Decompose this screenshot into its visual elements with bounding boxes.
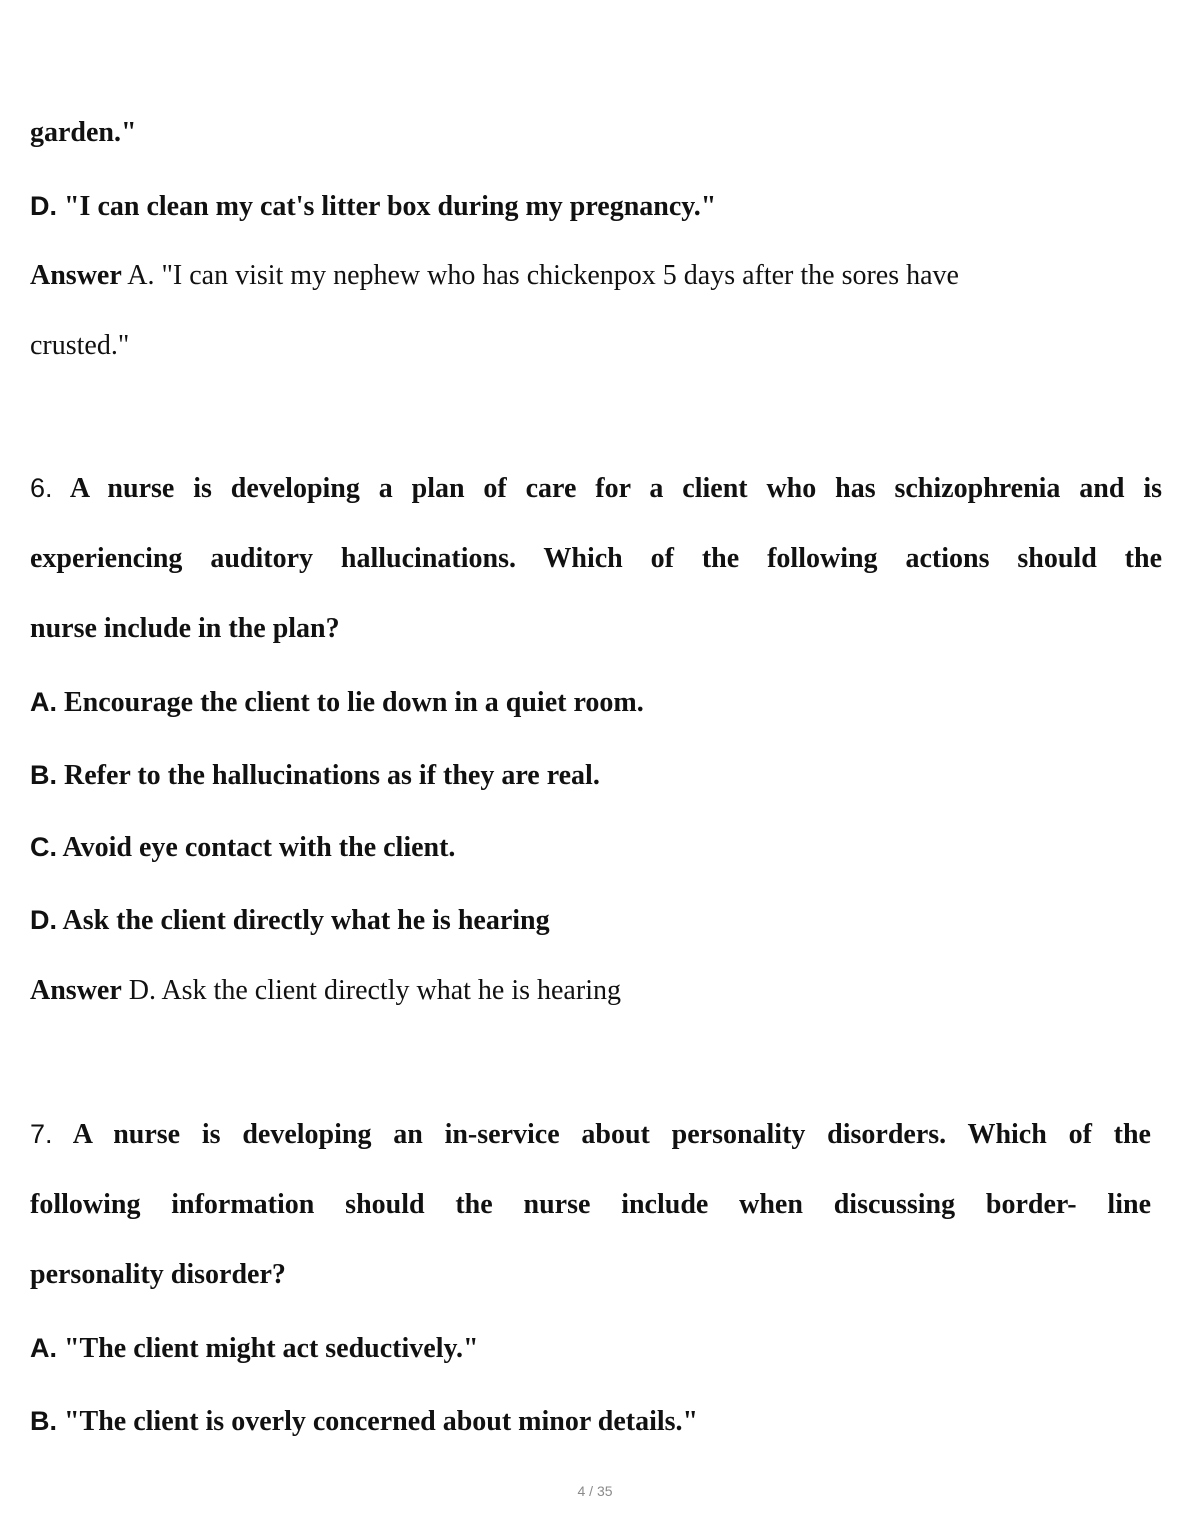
option-text: Avoid eye contact with the client.	[62, 832, 456, 863]
option-text: "I can clean my cat's litter box during my pregnancy."	[64, 191, 717, 222]
question-6-answer	[30, 973, 1162, 1009]
answer-label: Answer	[30, 975, 122, 1006]
option-letter: C.	[30, 832, 57, 862]
question-6-option-d	[30, 902, 1162, 939]
question-6-option-c	[30, 829, 1162, 866]
question-6-line-1	[30, 470, 1162, 507]
option-text: "The client is overly concerned about minor details."	[64, 1406, 699, 1437]
question-text: A nurse is developing a plan of care for a client who has schizophrenia and is	[69, 473, 1162, 504]
question-7-option-a	[30, 1330, 1162, 1367]
page-number: 4 / 35	[577, 1483, 613, 1499]
option-text: Encourage the client to lie down in a quiet room.	[64, 687, 644, 718]
previous-option-tail: garden."	[30, 117, 137, 148]
question-7-option-b	[30, 1403, 1162, 1440]
option-letter: B.	[30, 1406, 57, 1436]
previous-option-d	[30, 188, 1162, 225]
question-6-option-a	[30, 684, 1162, 721]
previous-answer-line-1	[30, 258, 1162, 294]
option-text: Ask the client directly what he is hearing	[62, 905, 550, 936]
previous-answer-line-2: crusted."	[30, 330, 130, 361]
question-7-line-2: following information should the nurse include when discussing border- line	[30, 1189, 1151, 1220]
option-text: "The client might act seductively."	[64, 1333, 479, 1364]
question-6-option-b	[30, 757, 1162, 794]
question-number: 6.	[30, 473, 53, 503]
question-7-line-3: personality disorder?	[30, 1259, 286, 1290]
option-letter: A.	[30, 687, 57, 717]
option-letter: D.	[30, 905, 57, 935]
question-text: A nurse is developing an in-service about personality disorders. Which of the	[72, 1119, 1151, 1150]
option-letter: A.	[30, 1333, 57, 1363]
answer-text: D. Ask the client directly what he is hearing	[128, 975, 621, 1006]
question-6-line-2: experiencing auditory hallucinations. Which of the following actions should the	[30, 543, 1162, 574]
answer-label: Answer	[30, 260, 122, 291]
option-text: Refer to the hallucinations as if they are real.	[64, 760, 600, 791]
document-page	[30, 0, 1162, 1540]
answer-text: A. "I can visit my nephew who has chickenpox 5 days after the sores have	[127, 260, 959, 291]
option-letter: B.	[30, 760, 57, 790]
question-6-line-3: nurse include in the plan?	[30, 613, 340, 644]
option-letter: D.	[30, 191, 57, 221]
question-7-line-1	[30, 1116, 1151, 1153]
question-number: 7.	[30, 1119, 53, 1149]
